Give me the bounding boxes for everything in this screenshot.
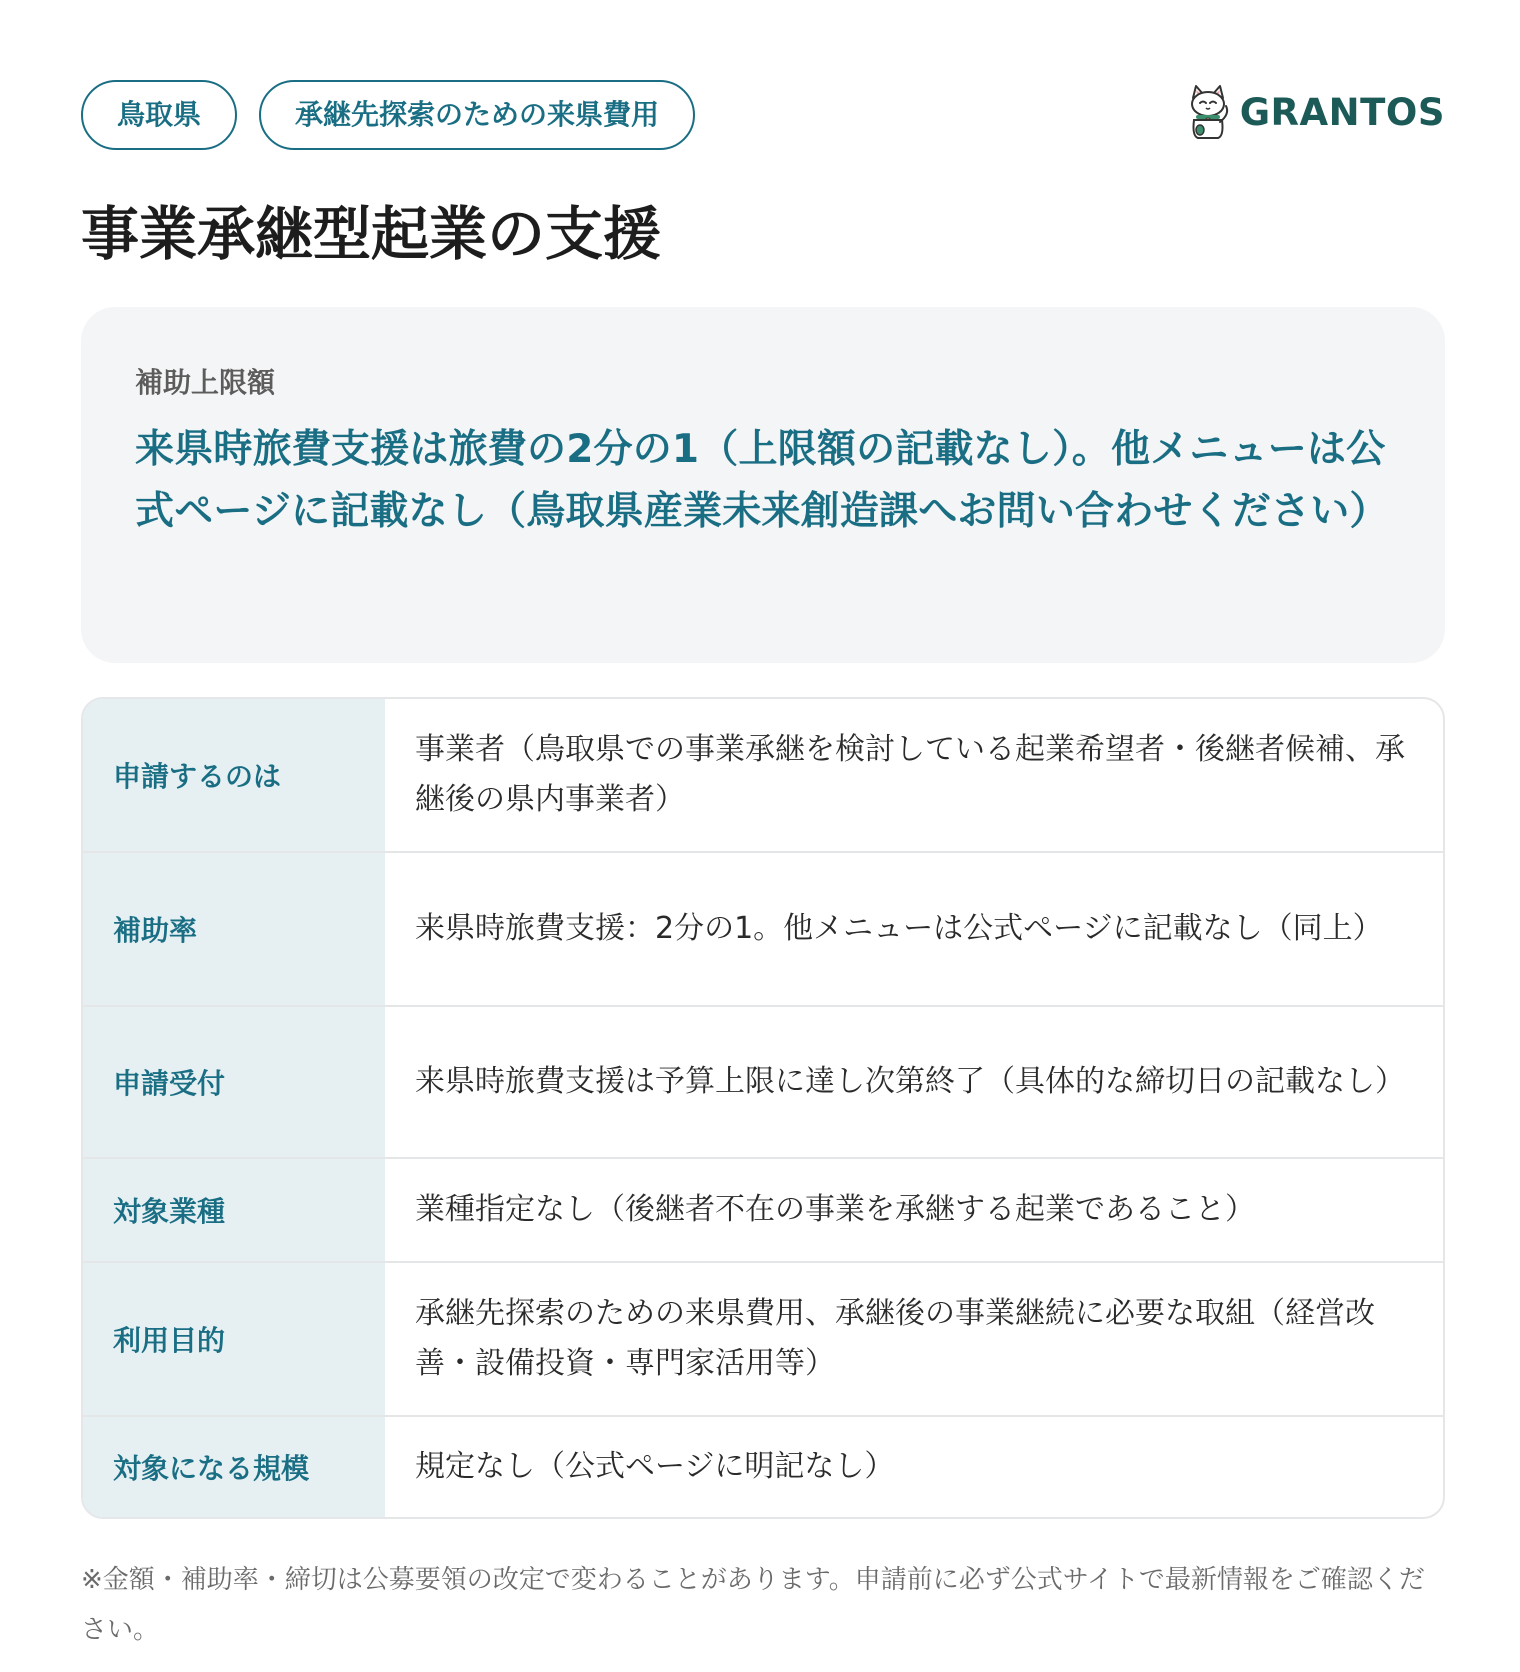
tag-category[interactable]: 承継先探索のための来県費用 xyxy=(259,80,695,150)
table-row-industry xyxy=(83,1157,1443,1261)
page-title: 事業承継型起業の支援 xyxy=(81,200,662,268)
row-label: 申請するのは xyxy=(83,699,385,851)
subsidy-cap-panel xyxy=(81,307,1445,663)
row-value: 業種指定なし（後継者不在の事業を承継する起業であること） xyxy=(415,1191,1255,1227)
table-row-applicant xyxy=(83,699,1443,851)
row-value: 規定なし（公式ページに明記なし） xyxy=(415,1448,895,1484)
row-label: 利用目的 xyxy=(83,1263,385,1415)
row-label: 対象業種 xyxy=(83,1159,385,1261)
details-table xyxy=(81,697,1445,1519)
subsidy-cap-label: 補助上限額 xyxy=(135,365,276,399)
row-label: 申請受付 xyxy=(83,1007,385,1157)
table-row-rate xyxy=(83,851,1443,1005)
row-label: 補助率 xyxy=(83,853,385,1005)
tag-prefecture[interactable]: 鳥取県 xyxy=(81,80,237,150)
table-row-deadline xyxy=(83,1005,1443,1157)
table-row-purpose xyxy=(83,1261,1443,1415)
logo-text: GRANTOS xyxy=(1239,90,1445,134)
row-value: 承継先探索のための来県費用、承継後の事業継続に必要な取組（経営改善・設備投資・専門家活用等） xyxy=(415,1295,1375,1381)
maneki-neko-cat-icon xyxy=(1184,84,1232,140)
header xyxy=(81,80,1445,152)
table-row-scale xyxy=(83,1415,1443,1517)
row-label: 対象になる規模 xyxy=(83,1417,385,1517)
subsidy-cap-value: 来県時旅費支援は旅費の2分の1（上限額の記載なし）。他メニューは公式ページに記載なし（鳥取県産業未来創造課へお問い合わせください） xyxy=(135,426,1389,534)
disclaimer-note: ※金額・補助率・締切は公募要領の改定で変わることがあります。申請前に必ず公式サイトで最新情報をご確認ください。 xyxy=(81,1564,1425,1645)
logo[interactable] xyxy=(1184,84,1445,140)
grant-detail-card xyxy=(81,80,1445,1655)
row-value: 来県時旅費支援：2分の1。他メニューは公式ページに記載なし（同上） xyxy=(415,910,1383,946)
row-value: 来県時旅費支援は予算上限に達し次第終了（具体的な締切日の記載なし） xyxy=(415,1063,1405,1099)
row-value: 事業者（鳥取県での事業承継を検討している起業希望者・後継者候補、承継後の県内事業者） xyxy=(415,731,1405,817)
